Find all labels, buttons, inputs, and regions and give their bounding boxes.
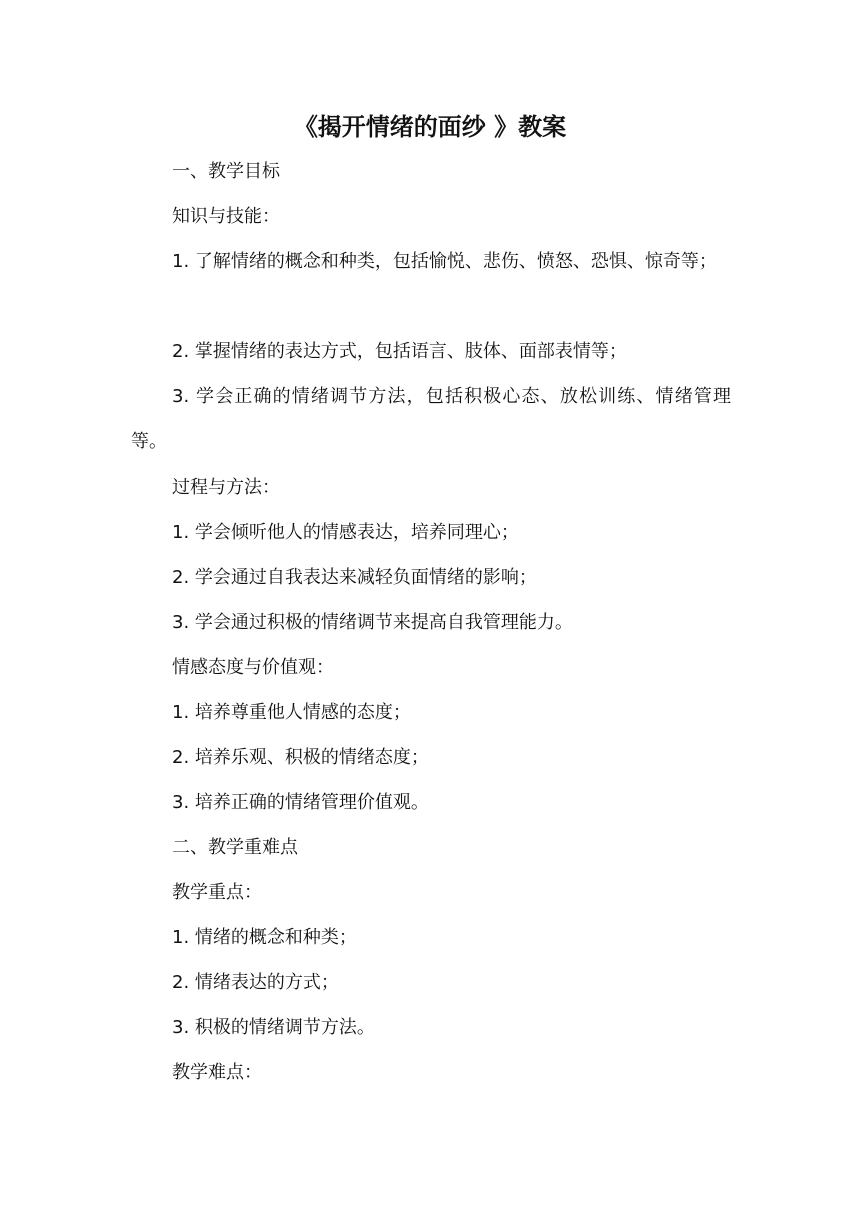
subheading-process-methods: 过程与方法：	[172, 477, 280, 498]
key-point-item-3: 3. 积极的情绪调节方法。	[172, 1017, 375, 1038]
attitude-item-1: 1. 培养尊重他人情感的态度；	[172, 702, 411, 723]
knowledge-item-3: 3. 学会正确的情绪调节方法，包括积极心态、放松训练、情绪管理等。	[131, 386, 731, 452]
key-point-item-2: 2. 情绪表达的方式；	[172, 972, 339, 993]
document-title: 《揭开情绪的面纱 》教案	[293, 113, 567, 141]
key-point-item-1: 1. 情绪的概念和种类；	[172, 927, 357, 948]
knowledge-item-2: 2. 掌握情绪的表达方式，包括语言、肢体、面部表情等；	[172, 341, 627, 362]
knowledge-item-1: 1. 了解情绪的概念和种类，包括愉悦、悲伤、愤怒、恐惧、惊奇等；	[172, 251, 717, 272]
attitude-item-2: 2. 培养乐观、积极的情绪态度；	[172, 747, 429, 768]
subheading-knowledge-skills: 知识与技能：	[172, 206, 280, 227]
section-heading-key-difficult: 二、教学重难点	[172, 837, 298, 858]
process-item-3: 3. 学会通过积极的情绪调节来提高自我管理能力。	[172, 612, 573, 633]
attitude-item-3: 3. 培养正确的情绪管理价值观。	[172, 792, 429, 813]
process-item-2: 2. 学会通过自我表达来减轻负面情绪的影响；	[172, 567, 537, 588]
subheading-attitudes-values: 情感态度与价值观：	[172, 657, 334, 678]
subheading-difficult-points: 教学难点：	[172, 1062, 262, 1083]
subheading-key-points: 教学重点：	[172, 882, 262, 903]
process-item-1: 1. 学会倾听他人的情感表达，培养同理心；	[172, 522, 519, 543]
section-heading-objectives: 一、教学目标	[172, 161, 280, 182]
